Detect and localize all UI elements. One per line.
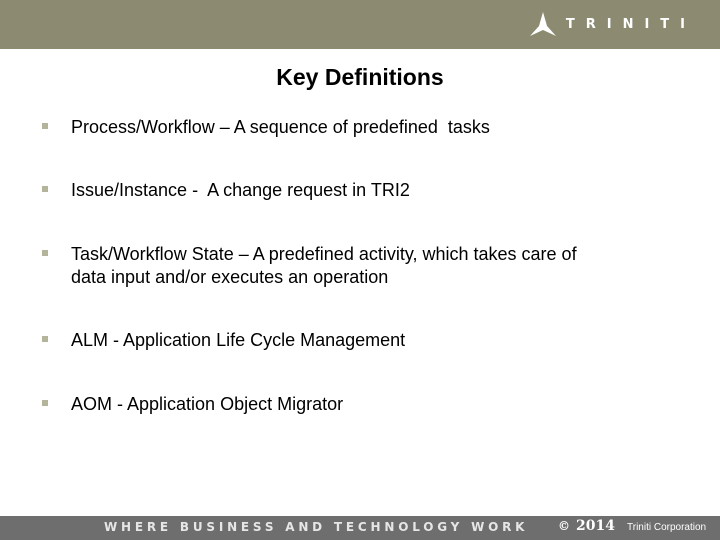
triniti-arrow-logo-icon	[530, 12, 556, 36]
footer-bar	[0, 516, 720, 540]
footer-slogan: WHERE BUSINESS AND TECHNOLOGY WORK	[104, 520, 529, 534]
footer-year: 2014	[576, 518, 615, 534]
bullet-item	[42, 243, 662, 289]
copyright-icon: ©	[558, 519, 570, 533]
bullet-text: AOM - Application Object Migrator	[71, 394, 344, 414]
bullet-square-icon	[42, 250, 48, 256]
slide-title: Key Definitions	[276, 64, 444, 90]
logo-text: TRINITI	[565, 16, 696, 32]
bullet-text: ALM - Application Life Cycle Management	[71, 330, 406, 350]
bullet-square-icon	[42, 336, 48, 342]
bullet-square-icon	[42, 400, 48, 406]
bullet-item	[42, 116, 662, 139]
bullet-item	[42, 393, 662, 416]
triniti-logo	[530, 12, 696, 36]
header-bar	[0, 0, 720, 49]
bullet-text: Issue/Instance - A change request in TRI2	[71, 180, 410, 200]
bullet-item	[42, 179, 662, 202]
footer-copyright	[558, 518, 615, 534]
bullet-item	[42, 329, 662, 352]
bullet-text: Process/Workflow – A sequence of predefined tasks	[71, 117, 490, 137]
bullet-text: Task/Workflow State – A predefined activity, which takes care of data input and/or executes an operation	[71, 244, 577, 287]
footer-company: Triniti Corporation	[627, 522, 707, 533]
bullet-square-icon	[42, 123, 48, 129]
bullet-square-icon	[42, 186, 48, 192]
